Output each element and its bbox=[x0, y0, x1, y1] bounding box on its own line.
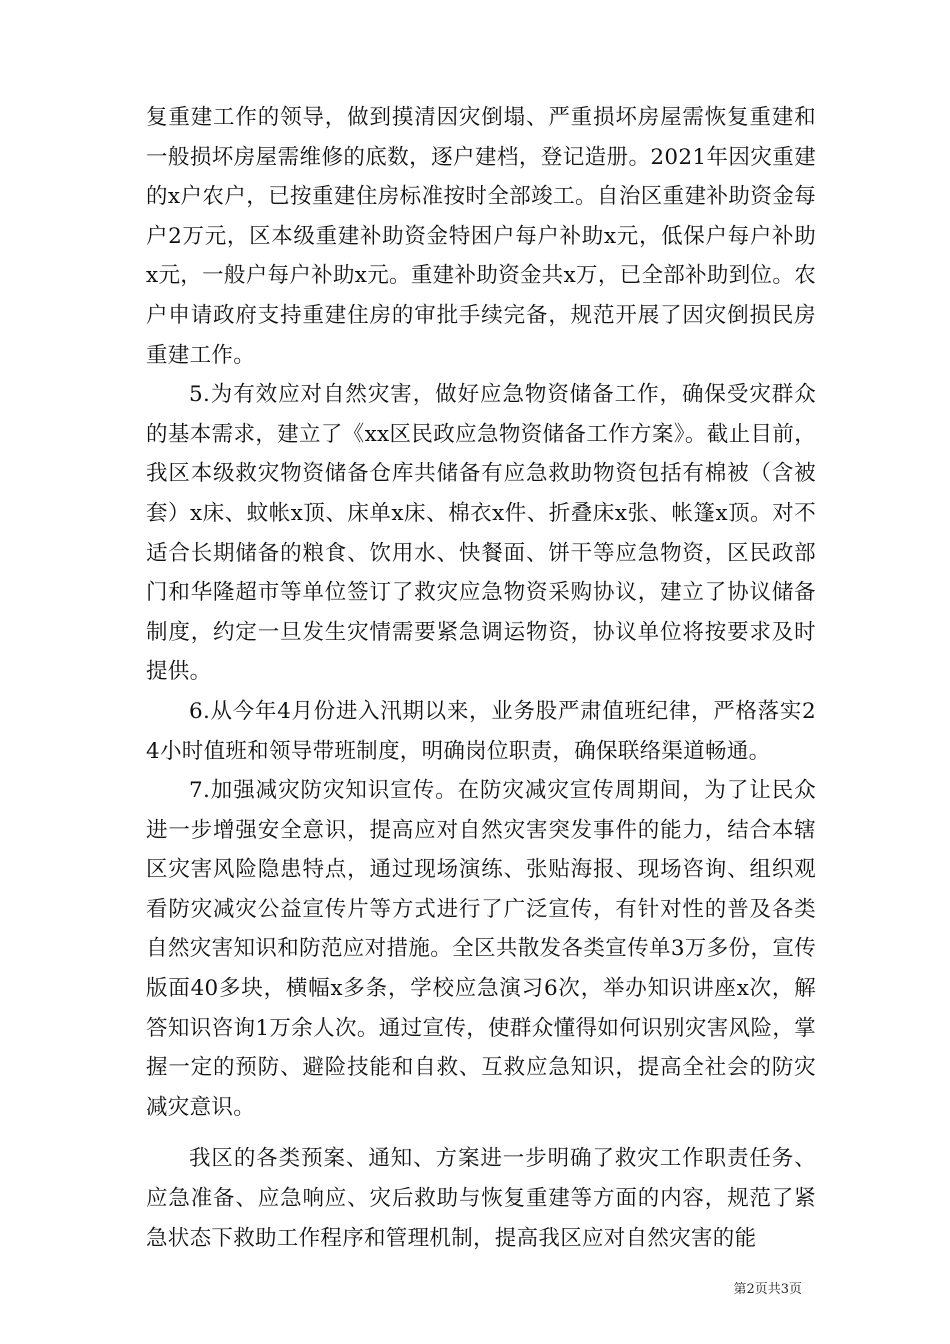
paragraph-summary: 我区的各类预案、通知、方案进一步明确了救灾工作职责任务、应急准备、应急响应、灾后救助与恢复重建等方面的内容，规范了紧急状态下救助工作程序和管理机制，提高我区应对自然灾害的能 bbox=[146, 1146, 816, 1251]
paragraph-item-6: 6.从今年4月份进入汛期以来，业务股严肃值班纪律，严格落实24小时值班和领导带班制度，明确岗位职责，确保联络渠道畅通。 bbox=[146, 698, 816, 764]
paragraph-item-7: 7.加强减灾防灾知识宣传。在防灾减灾宣传周期间，为了让民众进一步增强安全意识，提高应对自然灾害突发事件的能力，结合本辖区灾害风险隐患特点，通过现场演练、张贴海报、现场咨询、组织观看防灾减灾公益宣传片等方式进行了广泛宣传，有针对性的普及各类自然灾害知识和防范应对措施。全区共散发各类宣传单3万多份，宣传版面40多块，横幅x多条，学校应急演习6次，举办知识讲座x次，解答知识咨询1万余人次。通过宣传，使群众懂得如何识别灾害风险，掌握一定的预防、避险技能和自救、互救应急知识，提高全社会的防灾减灾意识。 bbox=[146, 778, 816, 1120]
document-body bbox=[146, 98, 816, 1258]
page-number: 第2页共3页 bbox=[733, 1282, 802, 1297]
paragraph-continuation: 复重建工作的领导，做到摸清因灾倒塌、严重损坏房屋需恢复重建和一般损坏房屋需维修的底数，逐户建档，登记造册。2021年因灾重建的x户农户，已按重建住房标准按时全部竣工。自治区重建补助资金每户2万元，区本级重建补助资金特困户每户补助x元，低保户每户补助x元，一般户每户补助x元。重建补助资金共x万，已全部补助到位。农户申请政府支持重建住房的审批手续完备，规范开展了因灾倒损民房重建工作。 bbox=[146, 105, 816, 368]
paragraph-item-5: 5.为有效应对自然灾害，做好应急物资储备工作，确保受灾群众的基本需求，建立了《xx区民政应急物资储备工作方案》。截止目前，我区本级救灾物资储备仓库共储备有应急救助物资包括有棉被（含被套）x床、蚊帐x顶、床单x床、棉衣x件、折叠床x张、帐篷x顶。对不适合长期储备的粮食、饮用水、快餐面、饼干等应急物资，区民政部门和华隆超市等单位签订了救灾应急物资采购协议，建立了协议储备制度，约定一旦发生灾情需要紧急调运物资，协议单位将按要求及时提供。 bbox=[146, 382, 816, 685]
